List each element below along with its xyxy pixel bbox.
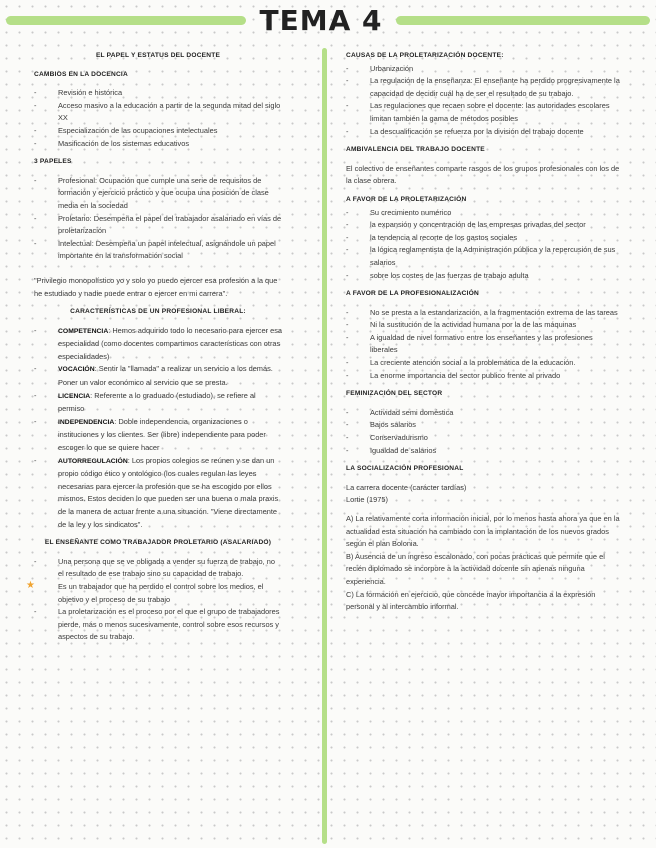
list-item [34, 390, 282, 416]
list-item [34, 325, 282, 364]
term-label: VOCACIÓN [58, 366, 95, 374]
term-text: : Hemos adquirido todo lo necesario para ejercer esa especialidad (como docentes compartimos características con otras especialidades) [58, 325, 283, 361]
list-item: - Profesional: Ocupación que cumple una serie de requisitos de formación y ejercicio práctico y que ocupa una posición de clase media en la sociedad [34, 175, 282, 213]
list-item: - Una persona que se ve obligada a vender su fuerza de trabajo, no el resultado de ese trabajo sino su capacidad de trabajo. [34, 556, 282, 581]
list-item: - Igualdad de salarios [346, 445, 622, 458]
list-item: - Urbanización [346, 63, 622, 76]
socializacion-paragraph: A) La relativamente corta información inicial, por lo menos hasta ahora ya que en la actualidad esta situación ha cambiado con la implantación de los nuevos grados según el plan Bolonia. [346, 514, 620, 549]
list-item: - La enorme importancia del sector publico frente al privado [346, 370, 622, 383]
list-item: - Especialización de las ocupaciones intelectuales [34, 125, 282, 138]
term-text: : Doble independencia, organizaciones o instituciones y los clientes. Ser (libre) independiente para poder escoger lo que se quiere hacer [58, 416, 266, 453]
section-heading-ambivalencia: AMBIVALENCIA DEL TRABAJO DOCENTE [346, 146, 485, 154]
list-item: - Actividad semi doméstica [346, 407, 622, 420]
list-item: - La creciente atención social a la problemática de la educación. [346, 357, 622, 370]
term-label: COMPETENCIA [58, 327, 109, 335]
caracteristicas-list [34, 325, 282, 532]
list-item: - A igualdad de nivel formativo entre los enseñantes y las profesiones liberales [346, 332, 622, 357]
trabajador-list [34, 556, 282, 644]
section-heading-caracteristicas: CARACTERÍSTICAS DE UN PROFESIONAL LIBERAL: [70, 308, 246, 316]
cambios-list [34, 87, 282, 150]
causas-list [346, 63, 622, 139]
favor-list [346, 207, 622, 283]
profesionalizacion-list [346, 307, 622, 383]
section-heading-favor-profesionalizacion: A FAVOR DE LA PROFESIONALIZACIÓN [346, 290, 479, 298]
list-item: - Las regulaciones que recaen sobre el docente: las autoridades escolares limitan también la gama de métodos posibles [346, 100, 622, 125]
feminizacion-list [346, 407, 622, 457]
right-column [346, 50, 622, 614]
papeles-list [34, 175, 282, 263]
list-item [34, 416, 282, 455]
section-heading-papel: EL PAPEL Y ESTATUS DEL DOCENTE [95, 52, 221, 59]
list-item: - Intelectual: Desempeña un papel intelectual, asignándole un papel importante en la transformación social [34, 238, 282, 263]
list-item: - Su crecimiento numérico [346, 207, 622, 220]
list-item: - Proletario: Desempeña el papel del trabajador asalariado en vías de proletarización [34, 213, 282, 238]
list-item: - La proletarización es el proceso por el que el grupo de trabajadores pierde, más o menos sucesivamente, control sobre esos recursos y aspectos de su trabajo. [34, 606, 282, 644]
socializacion-paragraph: C) La formación en ejercicio, que concede mayor importancia a la expresión personal y al intercambio informal. [346, 589, 596, 612]
section-heading-cambios: CAMBIOS EN LA DOCENCIA [34, 70, 128, 78]
socializacion-paragraph: B) Ausencia de un ingreso escalonado, con pocas prácticas que permite que el recién diplomado se incorpore a la actividad docente sin apenas ninguna experiencia. [346, 551, 605, 586]
list-item: - sobre los costes de las fuerzas de trabajo adulta [346, 270, 622, 283]
left-column [34, 50, 282, 644]
column-divider [322, 48, 327, 844]
term-text: : Los propios colegios se reúnen y se dan un propio código ético y ontológico (los cuales regulan las leyes necesarias para ejercer la profesión que se ha escogido por ellos mismos. Estos deciden lo que pueden ser una buena o mala praxis de la manera de actuar frente a una situación. "Viene directamente de la ley y los sindicatos". [58, 455, 279, 529]
term-text: : Referente a lo graduado (estudiado), se refiere al permiso [58, 390, 256, 414]
list-item: - La regulación de la enseñanza: El enseñante ha perdido progresivamente la capacidad de decidir cuál ha de ser el resultado de su trabajo. [346, 75, 622, 100]
list-item: - La descualificación se refuerza por la división del trabajo docente [346, 126, 622, 139]
list-item: - Masificación de los sistemas educativos [34, 138, 282, 151]
section-heading-papeles: 3 PAPELES [34, 158, 72, 166]
title-underline-right [396, 16, 650, 25]
list-item: - Bajos salarios [346, 419, 622, 432]
list-item [34, 455, 282, 532]
section-heading-feminizacion: FEMINIZACIÓN DEL SECTOR [346, 390, 443, 398]
term-label: LICENCIA [58, 392, 91, 400]
socializacion-line: Lortie (1975) [346, 495, 388, 505]
term-label: AUTORREGULACIÓN [58, 457, 128, 465]
title-underline-left [6, 16, 246, 25]
section-heading-trabajador: EL ENSEÑANTE COMO TRABAJADOR PROLETARIO (ASALARIADO) [44, 539, 272, 547]
list-item: - Ni la sustitución de la actividad humana por la de las máquinas [346, 319, 622, 332]
section-heading-favor-proletarizacion: A FAVOR DE LA PROLETARIZACIÓN [346, 195, 467, 203]
list-item [34, 363, 282, 389]
list-item: - Conservadurismo [346, 432, 622, 445]
list-item: - la expansión y concentración de las empresas privadas del sector [346, 219, 622, 232]
list-item-starred: ★ Es un trabajador que ha perdido el control sobre los medios, el objetivo y el proceso de su trabajo [34, 581, 282, 606]
list-item: - Acceso masivo a la educación a partir de la segunda mitad del siglo XX [34, 100, 282, 125]
section-heading-socializacion: LA SOCIALIZACIÓN PROFESIONAL [346, 465, 464, 473]
page-title: TEMA 4 [259, 4, 383, 37]
section-heading-causas: CAUSAS DE LA PROLETARIZACIÓN DOCENTE: [346, 52, 504, 59]
term-label: INDEPENDENCIA [58, 418, 115, 426]
quote-text: "Privilegio monopolístico yo y solo yo puedo ejercer esa profesión a la que he estudiado y nadie puede entrar o ejercer en mi carrera". [34, 275, 278, 298]
list-item: - Revisión e histórica [34, 87, 282, 100]
list-item: - la lógica reglamentista de la Administración pública y la repercusión de sus salarios [346, 244, 622, 269]
term-text: : Sentir la "llamada" a realizar un servicio a los demás. Poner un valor económico al servicio que se presta. [58, 364, 273, 388]
ambivalencia-text: El colectivo de enseñantes comparte rasgos de los grupos profesionales con los de la clase obrera. [346, 163, 620, 186]
list-item: - No se presta a la estandarización, a la fragmentación extrema de las tareas [346, 307, 622, 320]
list-item: - la tendencia al recorte de los gastos sociales [346, 232, 622, 245]
socializacion-line: La carrera docente (carácter tardías) [346, 482, 467, 492]
